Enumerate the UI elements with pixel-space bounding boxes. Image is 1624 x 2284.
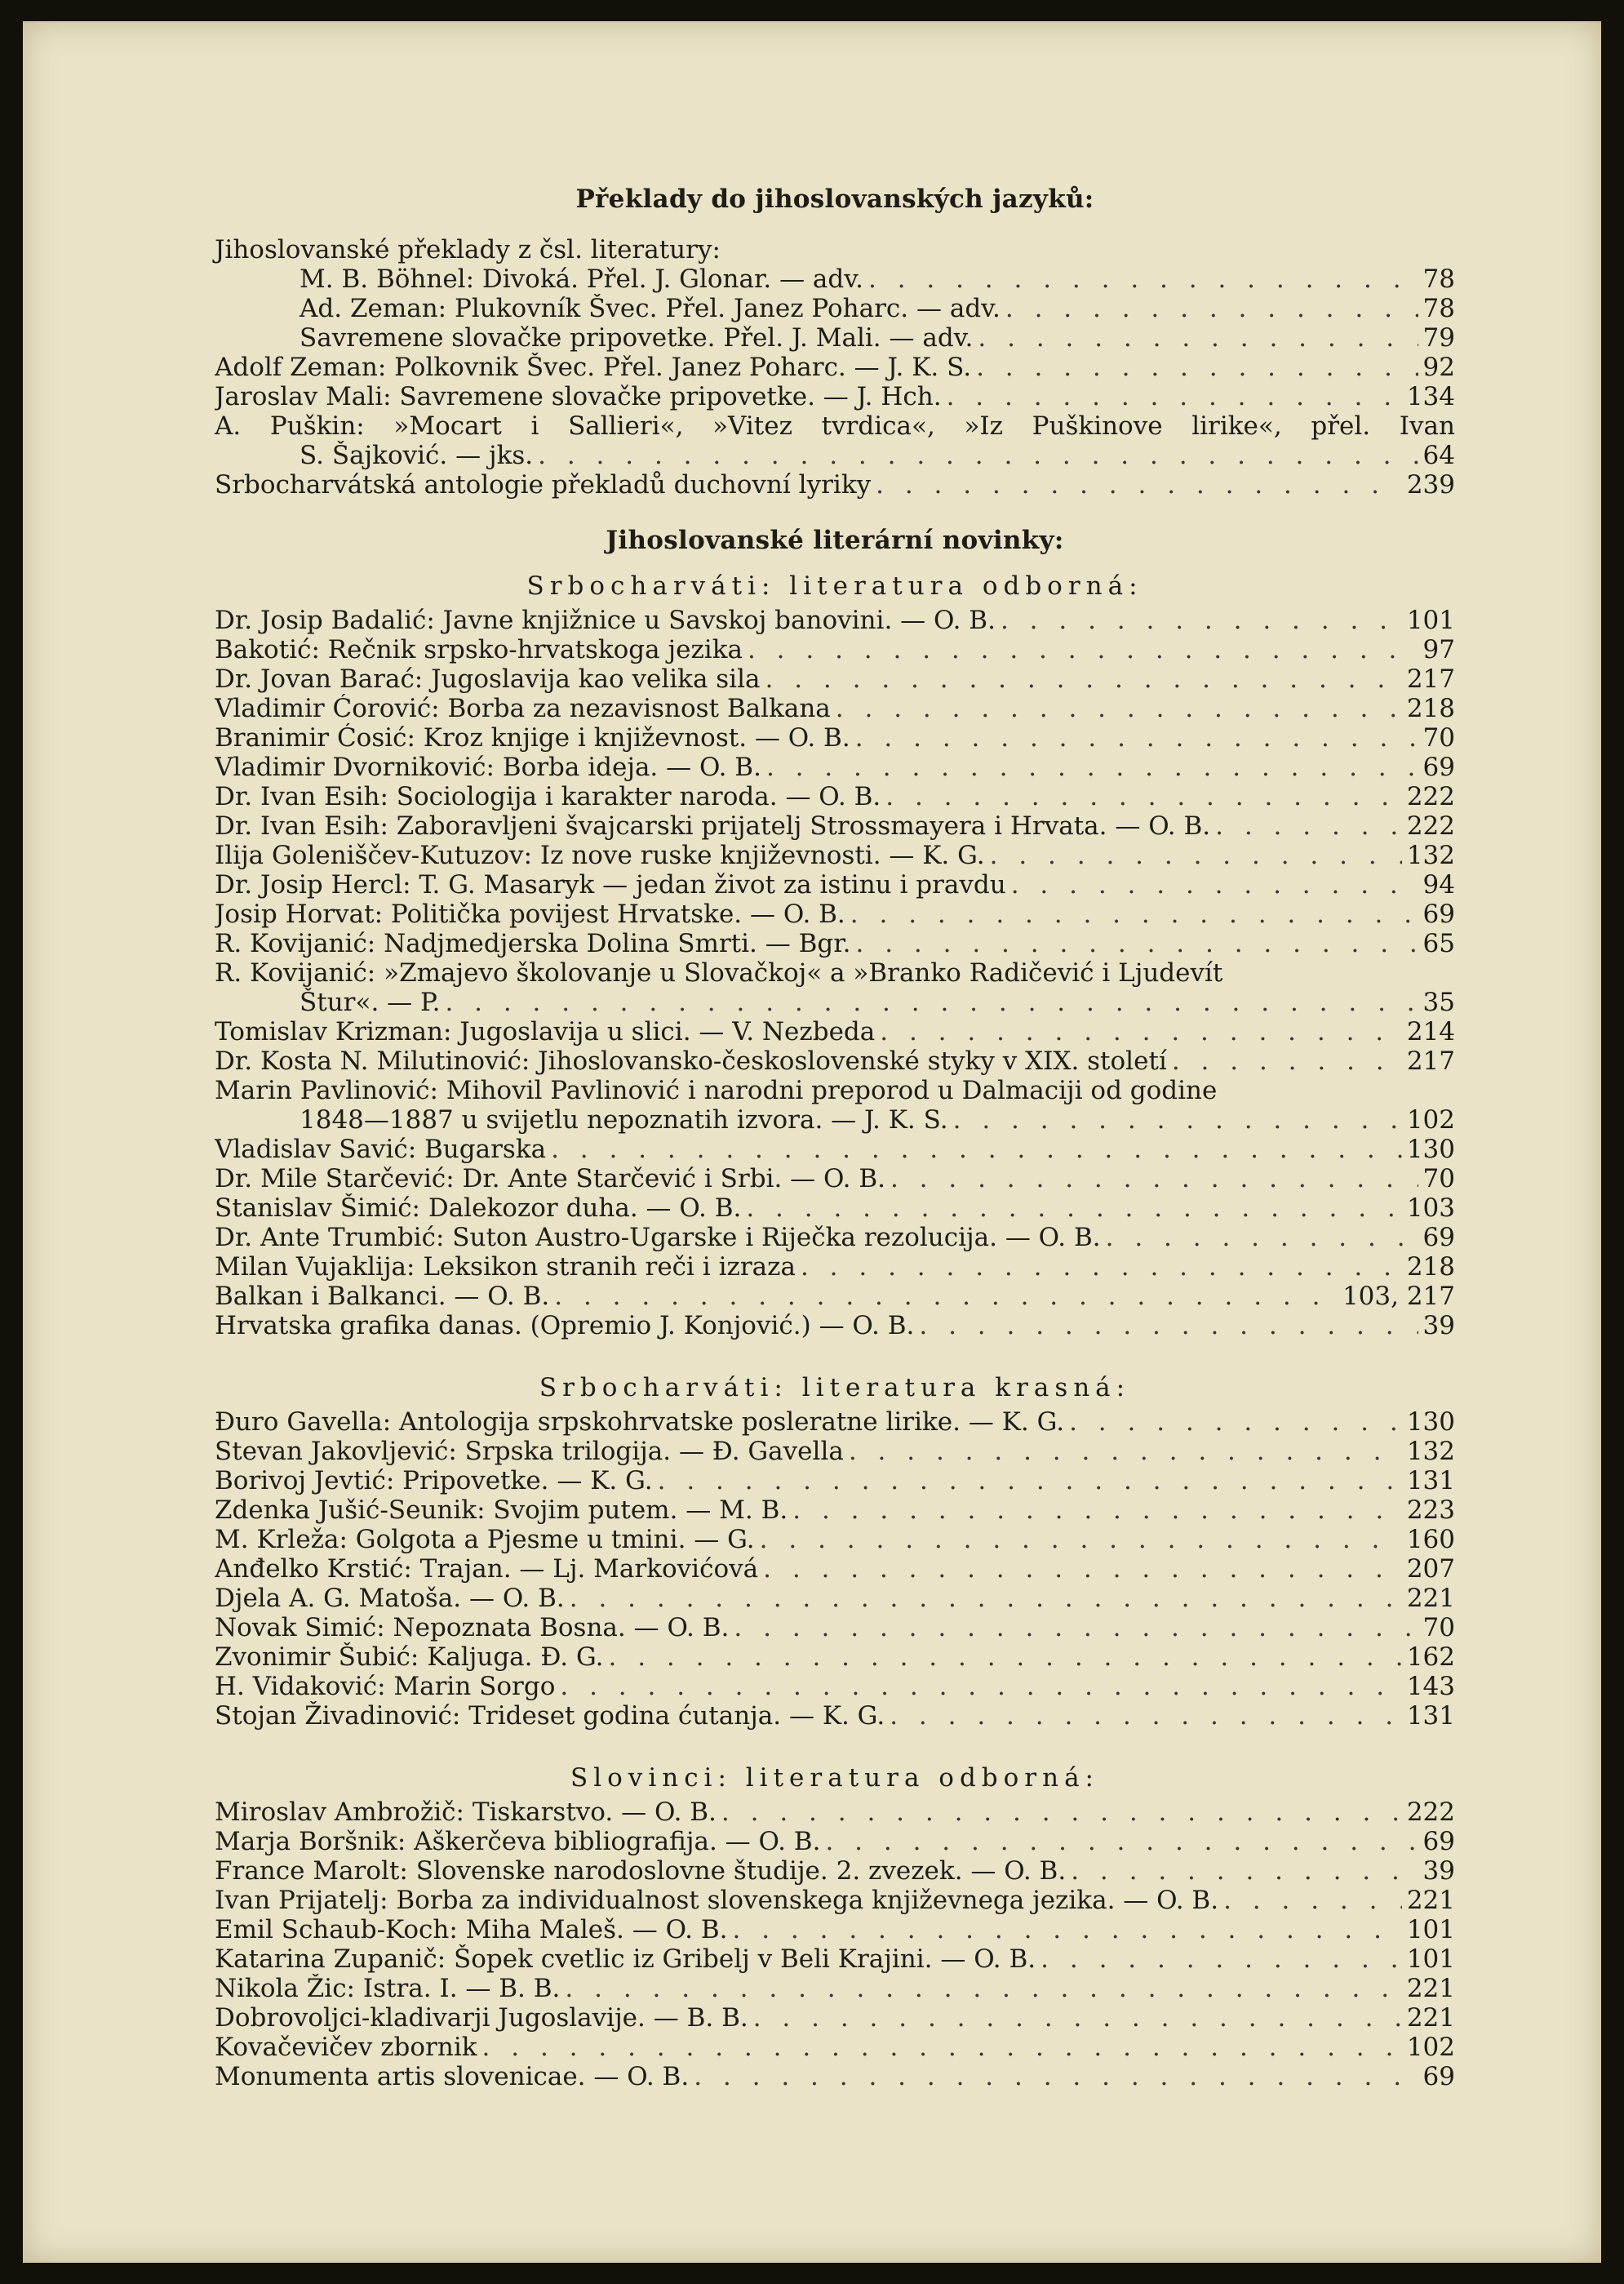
main-title: Překlady do jihoslovanských jazyků: bbox=[575, 184, 1094, 214]
slo-odborna-list bbox=[215, 1797, 1455, 2091]
list-item bbox=[215, 664, 1455, 694]
pavlinovic-line-1: Marin Pavlinović: Mihovil Pavlinović i narodni preporod u Dalmaciji od godine bbox=[215, 1076, 1218, 1105]
kovijanic-entry bbox=[215, 958, 1455, 1017]
dot-leader bbox=[753, 2003, 1402, 2033]
entry-text: Stojan Živadinović: Trideset godina ćutanja. — K. G. bbox=[215, 1701, 885, 1731]
page-number: 160 bbox=[1406, 1525, 1455, 1554]
list-item bbox=[215, 1466, 1455, 1495]
page-number: 222 bbox=[1406, 811, 1455, 841]
list-item bbox=[215, 1554, 1455, 1584]
page-number: 207 bbox=[1406, 1554, 1455, 1584]
entry-text: Branimir Ćosić: Kroz knjige i književnost. — O. B. bbox=[215, 723, 850, 753]
list-item bbox=[215, 1437, 1455, 1466]
entry-text: Miroslav Ambrožič: Tiskarstvo. — O. B. bbox=[215, 1797, 717, 1827]
dot-leader bbox=[876, 470, 1402, 500]
dot-leader bbox=[1071, 1856, 1418, 1886]
page-number: 130 bbox=[1406, 1135, 1455, 1164]
dot-leader bbox=[721, 1797, 1402, 1827]
list-item bbox=[215, 1164, 1455, 1193]
page-number: 221 bbox=[1406, 1974, 1455, 2003]
section-heading-sh-odborna: Srbocharváti: literatura odborná: bbox=[526, 571, 1143, 601]
list-item bbox=[215, 1856, 1455, 1886]
entry-text: Zdenka Jušić-Seunik: Svojim putem. — M. B. bbox=[215, 1495, 788, 1525]
dot-leader bbox=[658, 1466, 1402, 1495]
list-item bbox=[215, 2003, 1455, 2033]
dot-leader bbox=[694, 2062, 1418, 2091]
list-item bbox=[215, 606, 1455, 635]
list-item bbox=[215, 1282, 1455, 1311]
list-item bbox=[215, 1974, 1455, 2003]
entry-text: Adolf Zeman: Polkovnik Švec. Přel. Janez Poharc. — J. K. S. bbox=[215, 353, 972, 382]
dot-leader bbox=[766, 753, 1418, 782]
list-item bbox=[215, 470, 1455, 500]
sh-odborna-list-c bbox=[215, 1135, 1455, 1340]
list-item bbox=[215, 1193, 1455, 1223]
dot-leader bbox=[445, 988, 1418, 1017]
dot-leader bbox=[1001, 606, 1402, 635]
entry-text: Kovačevičev zbornik bbox=[215, 2033, 477, 2062]
dot-leader bbox=[890, 1701, 1402, 1731]
page-number: 97 bbox=[1422, 635, 1455, 664]
section-heading-sh-krasna: Srbocharváti: literatura krasná: bbox=[539, 1373, 1131, 1402]
page-number: 39 bbox=[1422, 1311, 1455, 1340]
scanned-page bbox=[23, 21, 1601, 2263]
dot-leader bbox=[978, 323, 1418, 353]
dot-leader bbox=[855, 929, 1418, 958]
entry-text: Hrvatska grafika danas. (Opremio J. Konjović.) — O. B. bbox=[215, 1311, 915, 1340]
dot-leader bbox=[748, 635, 1418, 664]
dot-leader bbox=[609, 1642, 1402, 1672]
entry-text: R. Kovijanić: Nadjmedjerska Dolina Smrti. — Bgr. bbox=[215, 929, 851, 958]
page-number: 69 bbox=[1422, 900, 1455, 929]
entry-text: Vladislav Savić: Bugarska bbox=[215, 1135, 547, 1164]
page-number: 132 bbox=[1406, 841, 1455, 870]
entry-text: France Marolt: Slovenske narodoslovne študije. 2. zvezek. — O. B. bbox=[215, 1856, 1067, 1886]
list-item bbox=[215, 1407, 1455, 1437]
entry-text: M. Krleža: Golgota a Pjesme u tmini. — G. bbox=[215, 1525, 755, 1554]
list-item bbox=[215, 1797, 1455, 1827]
dot-leader bbox=[880, 1017, 1402, 1046]
entry-text: Ivan Prijatelj: Borba za individualnost slovenskega književnega jezika. — O. B. bbox=[215, 1886, 1219, 1915]
dot-leader bbox=[760, 1525, 1402, 1554]
entry-text: Bakotić: Rečnik srpsko-hrvatskoga jezika bbox=[215, 635, 743, 664]
list-item bbox=[215, 353, 1455, 382]
dot-leader bbox=[734, 1613, 1418, 1642]
list-item bbox=[215, 323, 1455, 353]
list-item bbox=[215, 1944, 1455, 1974]
dot-leader bbox=[551, 1135, 1402, 1164]
list-item bbox=[215, 1046, 1455, 1076]
news-title: Jihoslovanské literární novinky: bbox=[606, 526, 1064, 555]
entry-text: Dr. Josip Badalić: Javne knjižnice u Savskoj banovini. — O. B. bbox=[215, 606, 996, 635]
entry-text: Dr. Ivan Esih: Zaboravljeni švajcarski prijatelj Strossmayera i Hrvata. — O. B. bbox=[215, 811, 1211, 841]
entry-text: Jaroslav Mali: Savremene slovačke pripovetke. — J. Hch. bbox=[215, 382, 942, 411]
page-number: 222 bbox=[1406, 1797, 1455, 1827]
list-item bbox=[215, 382, 1455, 411]
dot-leader bbox=[570, 1584, 1402, 1613]
dot-leader bbox=[1106, 1223, 1418, 1252]
entry-text: Ilija Goleniščev-Kutuzov: Iz nove ruske književnosti. — K. G. bbox=[215, 841, 985, 870]
list-item bbox=[215, 1311, 1455, 1340]
entry-text: Djela A. G. Matoša. — O. B. bbox=[215, 1584, 565, 1613]
pushkin-line-1: A. Puškin: »Mocart i Sallieri«, »Vitez tvrdica«, »Iz Puškinove lirike«, přel. Ivan bbox=[215, 411, 1455, 441]
dot-leader bbox=[1172, 1046, 1402, 1076]
entry-text: Vladimir Dvorniković: Borba ideja. — O. B. bbox=[215, 753, 761, 782]
page-number: 101 bbox=[1406, 1944, 1455, 1974]
section-heading-slo-odborna: Slovinci: literatura odborná: bbox=[570, 1763, 1100, 1793]
entry-text: Tomislav Krizman: Jugoslavija u slici. — V. Nezbeda bbox=[215, 1017, 876, 1046]
entry-text: Zvonimir Šubić: Kaljuga. Đ. G. bbox=[215, 1642, 604, 1672]
page-number: 214 bbox=[1406, 1017, 1455, 1046]
list-item bbox=[215, 1135, 1455, 1164]
dot-leader bbox=[746, 1193, 1402, 1223]
page-number: 64 bbox=[1422, 441, 1455, 470]
page-number: 92 bbox=[1422, 353, 1455, 382]
entry-text: Štur«. — P. bbox=[300, 988, 441, 1017]
page-number: 79 bbox=[1422, 323, 1455, 353]
page-number: 103 bbox=[1406, 1193, 1455, 1223]
entry-text: Milan Vujaklija: Leksikon stranih reči i izraza bbox=[215, 1252, 796, 1282]
dot-leader bbox=[1215, 811, 1402, 841]
page-number: 218 bbox=[1406, 694, 1455, 723]
dot-leader bbox=[1005, 294, 1418, 323]
list-item bbox=[215, 723, 1455, 753]
entry-text: Novak Simić: Nepoznata Bosna. — O. B. bbox=[215, 1613, 730, 1642]
list-item bbox=[215, 2033, 1455, 2062]
entry-text: Marja Boršnik: Aškerčeva bibliografija. — O. B. bbox=[215, 1827, 821, 1856]
page-number: 218 bbox=[1406, 1252, 1455, 1282]
dot-leader bbox=[825, 1827, 1418, 1856]
list-item bbox=[215, 1827, 1455, 1856]
dot-leader bbox=[885, 782, 1402, 811]
entry-text: M. B. Böhnel: Divoká. Přel. J. Glonar. — adv. bbox=[300, 264, 863, 294]
entry-text: Josip Horvat: Politička povijest Hrvatske. — O. B. bbox=[215, 900, 845, 929]
list-item bbox=[215, 1642, 1455, 1672]
entry-text: Dr. Jovan Barać: Jugoslavija kao velika sila bbox=[215, 664, 761, 694]
dot-leader bbox=[565, 1974, 1401, 2003]
dot-leader bbox=[560, 1672, 1401, 1701]
list-item bbox=[215, 870, 1455, 900]
page-number: 101 bbox=[1406, 606, 1455, 635]
dot-leader bbox=[1041, 1944, 1402, 1974]
entry-text: Stanislav Šimić: Dalekozor duha. — O. B. bbox=[215, 1193, 742, 1223]
entry-text: Borivoj Jevtić: Pripovetke. — K. G. bbox=[215, 1466, 653, 1495]
page-number: 70 bbox=[1422, 723, 1455, 753]
sh-odborna-list-a bbox=[215, 606, 1455, 958]
dot-leader bbox=[765, 664, 1402, 694]
entry-text: 1848—1887 u svijetlu nepoznatih izvora. — J. K. S. bbox=[300, 1105, 948, 1135]
entry-text: Dr. Ante Trumbić: Suton Austro-Ugarske i Riječka rezolucija. — O. B. bbox=[215, 1223, 1101, 1252]
page-number: 217 bbox=[1406, 1046, 1455, 1076]
entry-text: S. Šajković. — jks. bbox=[300, 441, 534, 470]
list-item bbox=[215, 1886, 1455, 1915]
dot-leader bbox=[1069, 1407, 1402, 1437]
page-number: 162 bbox=[1406, 1642, 1455, 1672]
entry-text: Anđelko Krstić: Trajan. — Lj. Markovićová bbox=[215, 1554, 759, 1584]
dot-leader bbox=[1011, 870, 1418, 900]
entry-text: Dr. Kosta N. Milutinović: Jihoslovansko-československé styky v XIX. století bbox=[215, 1046, 1167, 1076]
entry-text: Srbocharvátská antologie překladů duchovní lyriky bbox=[215, 470, 872, 500]
entry-text: Nikola Žic: Istra. I. — B. B. bbox=[215, 1974, 561, 2003]
page-number: 221 bbox=[1406, 1584, 1455, 1613]
entry-text: Dr. Ivan Esih: Sociologija i karakter naroda. — O. B. bbox=[215, 782, 881, 811]
index-content bbox=[215, 184, 1455, 2091]
page-number: 69 bbox=[1422, 753, 1455, 782]
pavlinovic-entry bbox=[215, 1076, 1455, 1135]
entry-text: Balkan i Balkanci. — O. B. bbox=[215, 1282, 550, 1311]
page-number: 239 bbox=[1406, 470, 1455, 500]
page-number: 39 bbox=[1422, 1856, 1455, 1886]
dot-leader bbox=[792, 1495, 1402, 1525]
list-item bbox=[215, 1525, 1455, 1554]
dot-leader bbox=[990, 841, 1402, 870]
page-number: 221 bbox=[1406, 2003, 1455, 2033]
page-number: 131 bbox=[1406, 1466, 1455, 1495]
list-item bbox=[215, 1105, 1455, 1135]
entry-text: Monumenta artis slovenicae. — O. B. bbox=[215, 2062, 690, 2091]
list-item bbox=[215, 988, 1455, 1017]
list-item bbox=[215, 1223, 1455, 1252]
dot-leader bbox=[919, 1311, 1418, 1340]
list-item bbox=[215, 1584, 1455, 1613]
list-item bbox=[215, 900, 1455, 929]
page-number: 102 bbox=[1406, 1105, 1455, 1135]
list-item bbox=[215, 635, 1455, 664]
list-item bbox=[215, 1252, 1455, 1282]
dot-leader bbox=[953, 1105, 1402, 1135]
entry-text: Dr. Mile Starčević: Dr. Ante Starčević i Srbi. — O. B. bbox=[215, 1164, 885, 1193]
page-number: 130 bbox=[1406, 1407, 1455, 1437]
dot-leader bbox=[538, 441, 1418, 470]
dot-leader bbox=[947, 382, 1402, 411]
page-number: 35 bbox=[1422, 988, 1455, 1017]
page-number: 78 bbox=[1422, 294, 1455, 323]
page-number: 221 bbox=[1406, 1886, 1455, 1915]
pushkin-entry bbox=[215, 411, 1455, 470]
page-number: 102 bbox=[1406, 2033, 1455, 2062]
list-item bbox=[215, 1672, 1455, 1701]
list-item bbox=[215, 1701, 1455, 1731]
page-number: 222 bbox=[1406, 782, 1455, 811]
dot-leader bbox=[733, 1915, 1402, 1944]
entry-text: Đuro Gavella: Antologija srpskohrvatske posleratne lirike. — K. G. bbox=[215, 1407, 1065, 1437]
list-item bbox=[215, 294, 1455, 323]
entry-text: Vladimir Ćorović: Borba za nezavisnost Balkana bbox=[215, 694, 831, 723]
page-number: 69 bbox=[1422, 2062, 1455, 2091]
entry-text: H. Vidaković: Marin Sorgo bbox=[215, 1672, 556, 1701]
entry-text: Katarina Zupanič: Šopek cvetlic iz Gribelj v Beli Krajini. — O. B. bbox=[215, 1944, 1036, 1974]
entry-text: Dobrovoljci-kladivarji Jugoslavije. — B. B. bbox=[215, 2003, 748, 2033]
list-item bbox=[215, 841, 1455, 870]
page-number: 94 bbox=[1422, 870, 1455, 900]
dot-leader bbox=[849, 1437, 1402, 1466]
page-number: 101 bbox=[1406, 1915, 1455, 1944]
list-item bbox=[215, 811, 1455, 841]
list-item bbox=[215, 1613, 1455, 1642]
translations-heading: Jihoslovanské překlady z čsl. literatury: bbox=[215, 235, 721, 264]
page-number: 65 bbox=[1422, 929, 1455, 958]
list-item bbox=[215, 1017, 1455, 1046]
dot-leader bbox=[850, 900, 1418, 929]
dot-leader bbox=[763, 1554, 1402, 1584]
page-number: 69 bbox=[1422, 1223, 1455, 1252]
dot-leader bbox=[836, 694, 1402, 723]
page-number: 143 bbox=[1406, 1672, 1455, 1701]
page-number: 217 bbox=[1406, 664, 1455, 694]
list-item bbox=[215, 264, 1455, 294]
list-item bbox=[215, 694, 1455, 723]
dot-leader bbox=[482, 2033, 1402, 2062]
kovijanic-line-1: R. Kovijanić: »Zmajevo školovanje u Slovačkoj« a »Branko Radičević i Ljudevít bbox=[215, 958, 1223, 988]
entry-text: Dr. Josip Hercl: T. G. Masaryk — jedan život za istinu i pravdu bbox=[215, 870, 1006, 900]
list-item bbox=[215, 753, 1455, 782]
dot-leader bbox=[890, 1164, 1418, 1193]
list-item bbox=[215, 929, 1455, 958]
dot-leader bbox=[1223, 1886, 1402, 1915]
dot-leader bbox=[554, 1282, 1338, 1311]
dot-leader bbox=[855, 723, 1418, 753]
entry-text: Emil Schaub-Koch: Miha Maleš. — O. B. bbox=[215, 1915, 728, 1944]
list-item bbox=[215, 1915, 1455, 1944]
page-number: 103, 217 bbox=[1342, 1282, 1455, 1311]
dot-leader bbox=[976, 353, 1418, 382]
dot-leader bbox=[868, 264, 1418, 294]
sh-krasna-list bbox=[215, 1407, 1455, 1731]
page-number: 69 bbox=[1422, 1827, 1455, 1856]
page-number: 78 bbox=[1422, 264, 1455, 294]
list-item bbox=[215, 782, 1455, 811]
page-number: 131 bbox=[1406, 1701, 1455, 1731]
page-number: 70 bbox=[1422, 1164, 1455, 1193]
list-item bbox=[215, 2062, 1455, 2091]
list-item bbox=[215, 441, 1455, 470]
list-item bbox=[215, 1495, 1455, 1525]
page-number: 223 bbox=[1406, 1495, 1455, 1525]
translations-list bbox=[215, 264, 1455, 411]
entry-text: Savremene slovačke pripovetke. Přel. J. Mali. — adv. bbox=[300, 323, 974, 353]
page-number: 70 bbox=[1422, 1613, 1455, 1642]
page-number: 132 bbox=[1406, 1437, 1455, 1466]
dot-leader bbox=[801, 1252, 1402, 1282]
entry-text: Ad. Zeman: Plukovník Švec. Přel. Janez Poharc. — adv. bbox=[300, 294, 1001, 323]
page-number: 134 bbox=[1406, 382, 1455, 411]
entry-text: Stevan Jakovljević: Srpska trilogija. — Đ. Gavella bbox=[215, 1437, 844, 1466]
sh-odborna-list-b bbox=[215, 1017, 1455, 1076]
